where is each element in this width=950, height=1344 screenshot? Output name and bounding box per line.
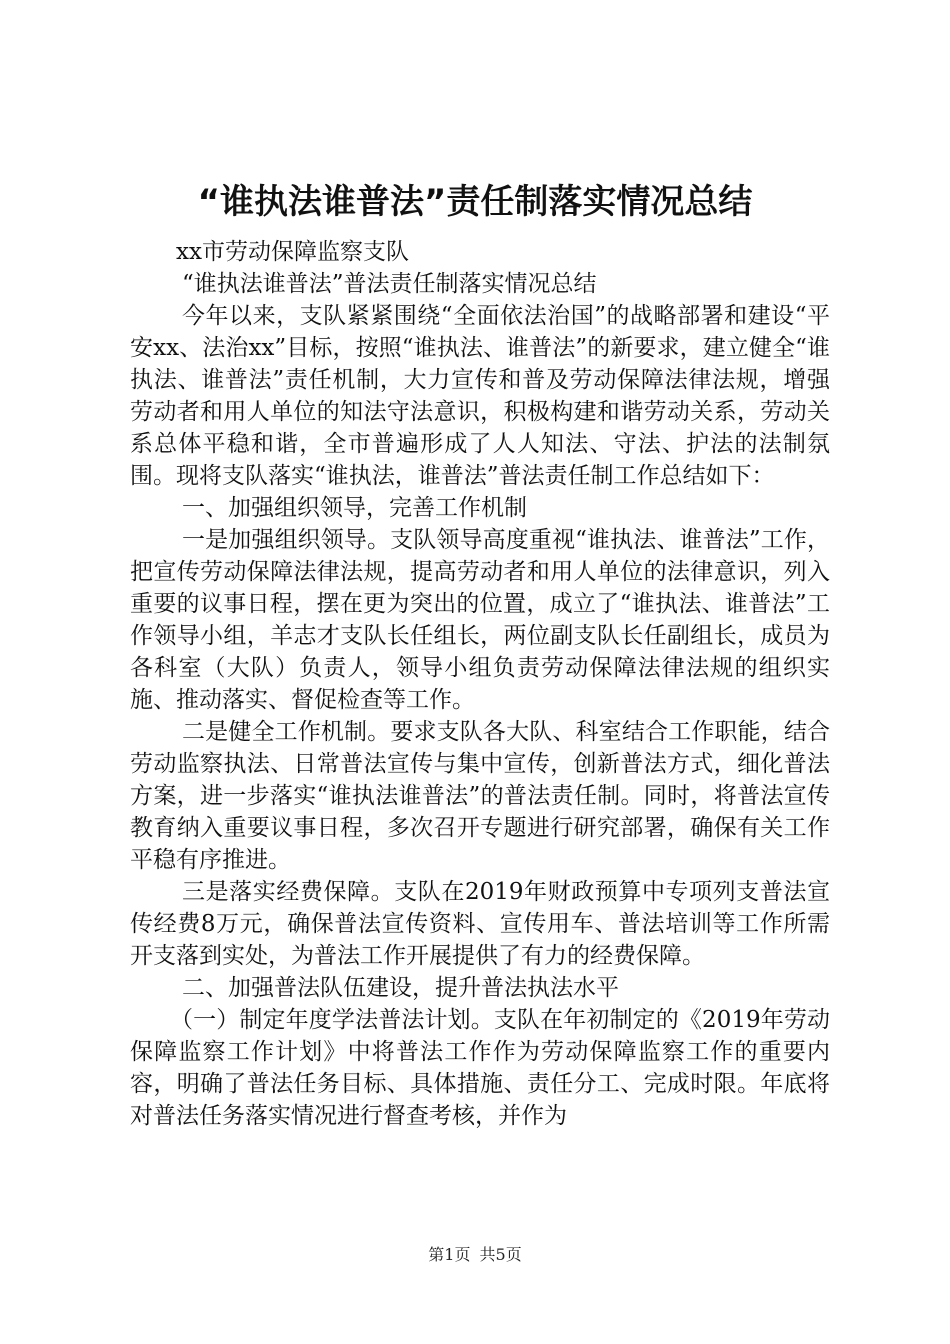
page-number: 第1页 bbox=[428, 1245, 471, 1264]
document-body bbox=[130, 236, 830, 1132]
paragraph: 二是健全工作机制。要求支队各大队、科室结合工作职能，结合劳动监察执法、日常普法宣传与集中宣传，创新普法方式，细化普法方案，进一步落实“谁执法谁普法”的普法责任制。同时，将普法宣传教育纳入重要议事日程，多次召开专题进行研究部署，确保有关工作平稳有序推进。 bbox=[130, 719, 830, 873]
page-total: 共5页 bbox=[479, 1245, 522, 1264]
subtitle-line: “谁执法谁普法”普法责任制落实情况总结 bbox=[182, 271, 597, 297]
paragraph: （一）制定年度学法普法计划。支队在年初制定的《2019年劳动保障监察工作计划》中将普法工作作为劳动保障监察工作的重要内容，明确了普法任务目标、具体措施、责任分工、完成时限。年底将对普法任务落实情况进行督查考核，并作为 bbox=[130, 1007, 830, 1129]
section-heading: 一、加强组织领导，完善工作机制 bbox=[182, 495, 527, 521]
org-line: xx市劳动保障监察支队 bbox=[176, 239, 409, 265]
paragraph: 今年以来，支队紧紧围绕“全面依法治国”的战略部署和建设“平安xx、法治xx”目标，按照“谁执法、谁普法”的新要求，建立健全“谁执法、谁普法”责任机制，大力宣传和普及劳动保障法律法规，增强劳动者和用人单位的知法守法意识，积极构建和谐劳动关系，劳动关系总体平稳和谐，全市普遍形成了人人知法、守法、护法的法制氛围。现将支队落实“谁执法，谁普法”普法责任制工作总结如下： bbox=[130, 303, 830, 489]
paragraph: 一是加强组织领导。支队领导高度重视“谁执法、谁普法”工作，把宣传劳动保障法律法规，提高劳动者和用人单位的法律意识，列入重要的议事日程，摆在更为突出的位置，成立了“谁执法、谁普法”工作领导小组，羊志才支队长任组长，两位副支队长任副组长，成员为各科室（大队）负责人，领导小组负责劳动保障法律法规的组织实施、推动落实、督促检查等工作。 bbox=[130, 527, 830, 713]
paragraph: 三是落实经费保障。支队在2019年财政预算中专项列支普法宣传经费8万元，确保普法宣传资料、宣传用车、普法培训等工作所需开支落到实处，为普法工作开展提供了有力的经费保障。 bbox=[130, 879, 830, 969]
page-footer bbox=[0, 1244, 950, 1266]
document-title: “谁执法谁普法”责任制落实情况总结 bbox=[197, 182, 753, 222]
section-heading: 二、加强普法队伍建设，提升普法执法水平 bbox=[182, 975, 619, 1001]
